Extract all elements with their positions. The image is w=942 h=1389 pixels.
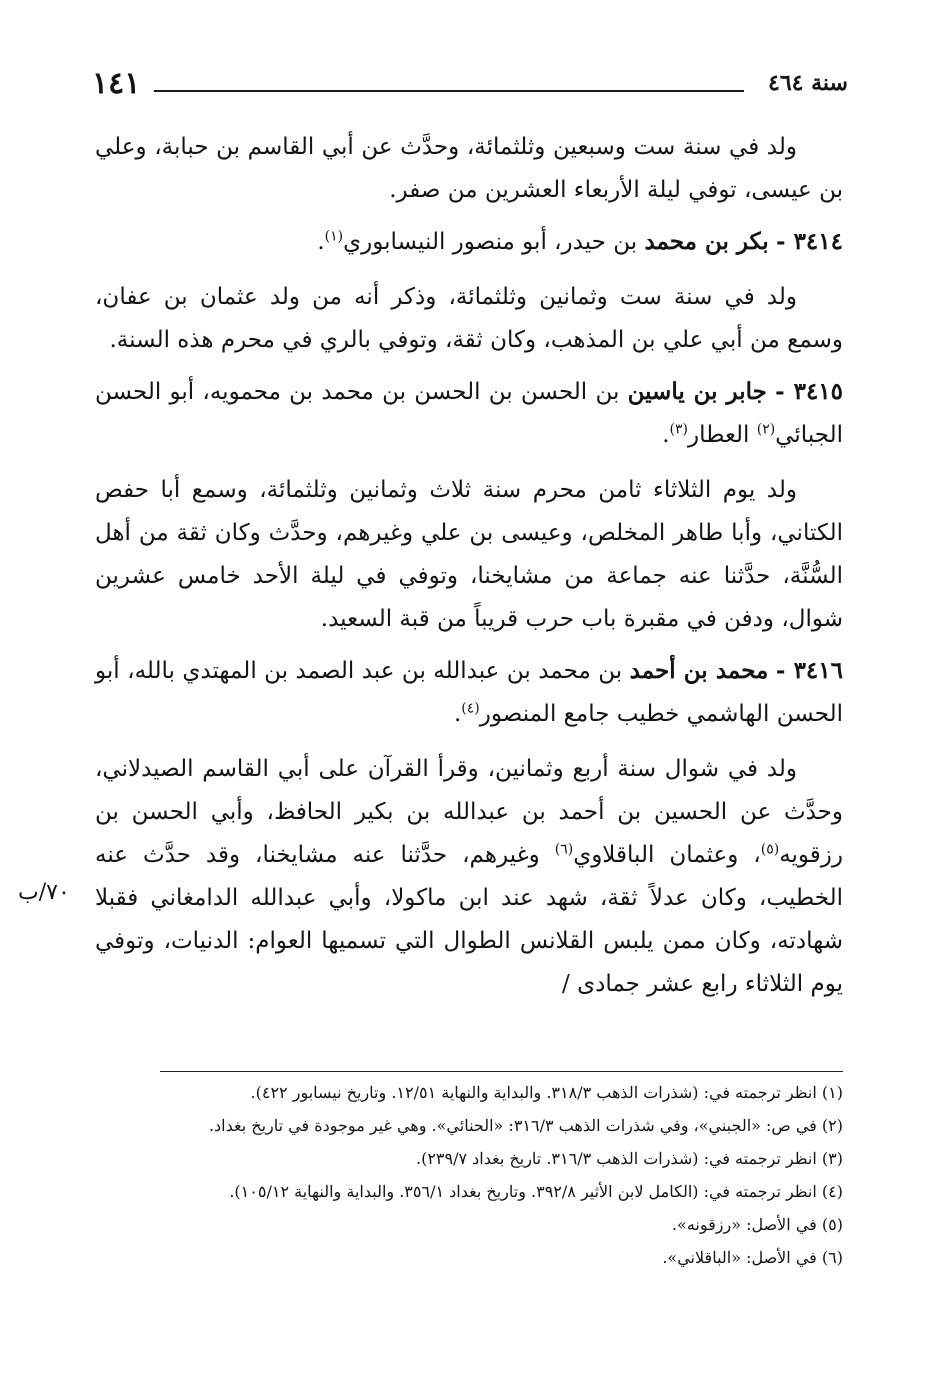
entry-name: محمد بن أحمد <box>629 657 769 684</box>
entry-lineage: بن حيدر، أبو منصور النيسابوري <box>343 229 645 255</box>
footnote: (٦) في الأصل: «الباقلاني». <box>662 1248 843 1267</box>
entry-end: . <box>453 701 462 727</box>
entry-lineage: بن الحسن بن الحسن بن محمد بن محمويه، أبو الحسن الجبائي <box>95 379 843 448</box>
main-text <box>95 126 843 1014</box>
header-rule <box>154 90 744 92</box>
paragraph-part: ، وعثمان الباقلاوي <box>573 842 761 868</box>
folio-marker: / <box>562 971 570 997</box>
paragraph: ولد في سنة ست وسبعين وثلثمائة، وحدَّث عن أبي القاسم بن حبابة، وعلي بن عيسى، توفي ليلة الأربعاء العشرين من صفر. <box>95 134 843 203</box>
running-head: سنة ٤٦٤ <box>768 70 848 96</box>
paragraph-part: ولد في شوال سنة أربع وثمانين، وقرأ القرآن على أبي القاسم الصيدلاني، وحدَّث عن الحسين بن أحمد بن عبدالله بن بكير الحافظ، وأبي الحسن بن رزقويه <box>95 756 844 868</box>
footnote: (٢) في ص: «الجبني»، وفي شذرات الذهب ٣١٦/٣: «الحنائي». وهي غير موجودة في تاريخ بغداد. <box>208 1116 843 1135</box>
paragraph: ولد في سنة ست وثمانين وثلثمائة، وذكر أنه من ولد عثمان بن عفان، وسمع من أبي علي بن المذهب، وكان ثقة، وتوفي بالري في محرم هذه السنة. <box>95 284 843 353</box>
entry-heading <box>95 370 843 457</box>
entry-heading <box>95 220 843 264</box>
entry-lineage-cont: العطار <box>687 422 757 448</box>
footnote: (٥) في الأصل: «رزقونه». <box>671 1215 843 1234</box>
page-number: ١٤١ <box>92 66 141 101</box>
paragraph-part: وغيرهم، حدَّثنا عنه مشايخنا، وقد حدَّث عنه الخطيب، وكان عدلاً ثقة، شهد عند ابن ماكولا، وأبي عبدالله الدامغاني فقبلا شهادته، وكان ممن يلبس القلانس الطوال التي تسميها العوام: الدنيات، وتوفي يوم الثلاثاء رابع عشر جمادى <box>95 842 843 997</box>
footnote-ref: (٤) <box>461 700 480 717</box>
entry-lineage: بن محمد بن عبدالله بن عبد الصمد بن المهتدي بالله، أبو الحسن الهاشمي خطيب جامع المنصور <box>95 658 843 727</box>
footnote-ref: (٥) <box>760 841 780 858</box>
footnote: (١) انظر ترجمته في: (شذرات الذهب ٣١٨/٣. والبداية والنهاية ١٢/٥١. وتاريخ نيسابور ٤٢٢). <box>250 1083 843 1102</box>
paragraph: ولد يوم الثلاثاء ثامن محرم سنة ثلاث وثمانين وثلثمائة، وسمع أبا حفص الكتاني، وأبا طاهر المخلص، وعيسى بن علي وغيرهم، وحدَّث وكان ثقة من أهل السُّنَّة، حدَّثنا عنه جماعة من مشايخنا، وتوفي في ليلة الأحد خامس عشرين شوال، ودفن في مقبرة باب حرب قريباً من قبة السعيد. <box>95 477 843 632</box>
entry-heading <box>95 649 843 736</box>
footnote-ref: (٣) <box>669 421 688 438</box>
page-header <box>92 66 848 116</box>
entry-name: بكر بن محمد <box>644 228 769 255</box>
footnote-rule <box>160 1071 843 1072</box>
footnote: (٤) انظر ترجمته في: (الكامل لابن الأثير ٣٩٢/٨. وتاريخ بغداد ٣٥٦/١. والبداية والنهاية ١٠٥/١٢). <box>229 1182 843 1201</box>
footnote-ref: (١) <box>324 228 344 245</box>
footnote: (٣) انظر ترجمته في: (شذرات الذهب ٣١٦/٣. تاريخ بغداد ٢٣٩/٧). <box>416 1149 843 1168</box>
paragraph <box>95 748 843 1006</box>
entry-number: ٣٤١٤ - <box>776 228 843 255</box>
footnotes <box>95 1076 843 1274</box>
footnote-ref: (٦) <box>554 841 574 858</box>
folio-margin-note: ٧٠/ب <box>18 880 70 905</box>
entry-end: . <box>317 229 325 255</box>
entry-name: جابر بن ياسين <box>627 378 767 405</box>
entry-number: ٣٤١٦ - <box>775 657 843 684</box>
entry-end: . <box>662 422 670 448</box>
entry-number: ٣٤١٥ - <box>775 378 844 405</box>
footnote-ref: (٢) <box>756 421 776 438</box>
